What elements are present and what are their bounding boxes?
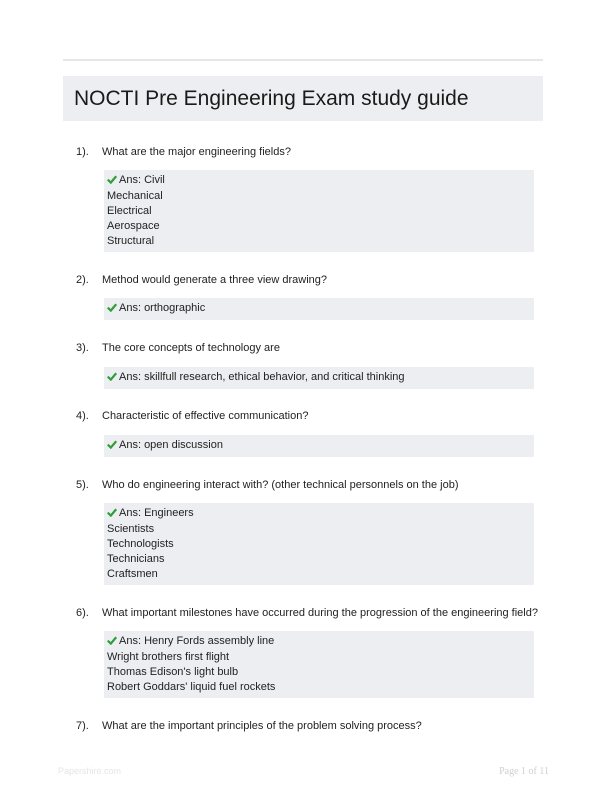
question-number: 5). bbox=[76, 479, 89, 491]
checkmark-icon bbox=[107, 439, 119, 454]
answer-line: Ans: Civil bbox=[119, 174, 165, 186]
answer-line: Technicians bbox=[107, 553, 165, 565]
checkmark-icon bbox=[107, 635, 119, 650]
question-text: What important milestones have occurred during the progression of the engineering field? bbox=[102, 607, 538, 619]
question-number: 1). bbox=[76, 146, 89, 158]
answer-line: Ans: Engineers bbox=[119, 507, 194, 519]
question-number: 7). bbox=[76, 720, 89, 732]
document-title: NOCTI Pre Engineering Exam study guide bbox=[74, 87, 469, 110]
answer-line: Mechanical bbox=[107, 190, 163, 202]
answer-box bbox=[104, 170, 534, 252]
answer-line: Aerospace bbox=[107, 220, 160, 232]
question-number: 4). bbox=[76, 410, 89, 422]
top-divider bbox=[63, 59, 543, 61]
answer-box bbox=[104, 631, 534, 698]
answer-line: Craftsmen bbox=[107, 568, 158, 580]
question-number: 3). bbox=[76, 342, 89, 354]
answer-box bbox=[104, 435, 534, 457]
question-number: 6). bbox=[76, 607, 89, 619]
answer-box bbox=[104, 503, 534, 585]
question-text: What are the important principles of the problem solving process? bbox=[102, 720, 422, 732]
page-indicator: Page 1 of 11 bbox=[499, 766, 549, 777]
answer-box bbox=[104, 367, 534, 389]
answer-line: Scientists bbox=[107, 523, 155, 535]
answer-line: Ans: open discussion bbox=[119, 439, 223, 451]
checkmark-icon bbox=[107, 371, 119, 386]
answer-line: Structural bbox=[107, 235, 155, 247]
checkmark-icon bbox=[107, 302, 119, 317]
footer-watermark: Papershire.com bbox=[58, 766, 122, 776]
question-text: The core concepts of technology are bbox=[102, 342, 280, 354]
question-text: Who do engineering interact with? (other technical personnels on the job) bbox=[102, 479, 459, 491]
answer-line: Wright brothers first flight bbox=[107, 651, 230, 663]
answer-line: Ans: skillfull research, ethical behavior, and critical thinking bbox=[119, 371, 405, 383]
answer-line: Ans: orthographic bbox=[119, 302, 206, 314]
answer-line: Robert Goddars' liquid fuel rockets bbox=[107, 681, 276, 693]
checkmark-icon bbox=[107, 174, 119, 189]
question-text: Characteristic of effective communication? bbox=[102, 410, 309, 422]
answer-line: Technologists bbox=[107, 538, 174, 550]
question-text: Method would generate a three view drawing? bbox=[102, 274, 328, 286]
checkmark-icon bbox=[107, 507, 119, 522]
question-number: 2). bbox=[76, 274, 89, 286]
answer-line: Electrical bbox=[107, 205, 152, 217]
answer-box bbox=[104, 298, 534, 320]
answer-line: Thomas Edison's light bulb bbox=[107, 666, 239, 678]
answer-line: Ans: Henry Fords assembly line bbox=[119, 635, 275, 647]
question-text: What are the major engineering fields? bbox=[102, 146, 291, 158]
title-banner bbox=[63, 76, 543, 121]
